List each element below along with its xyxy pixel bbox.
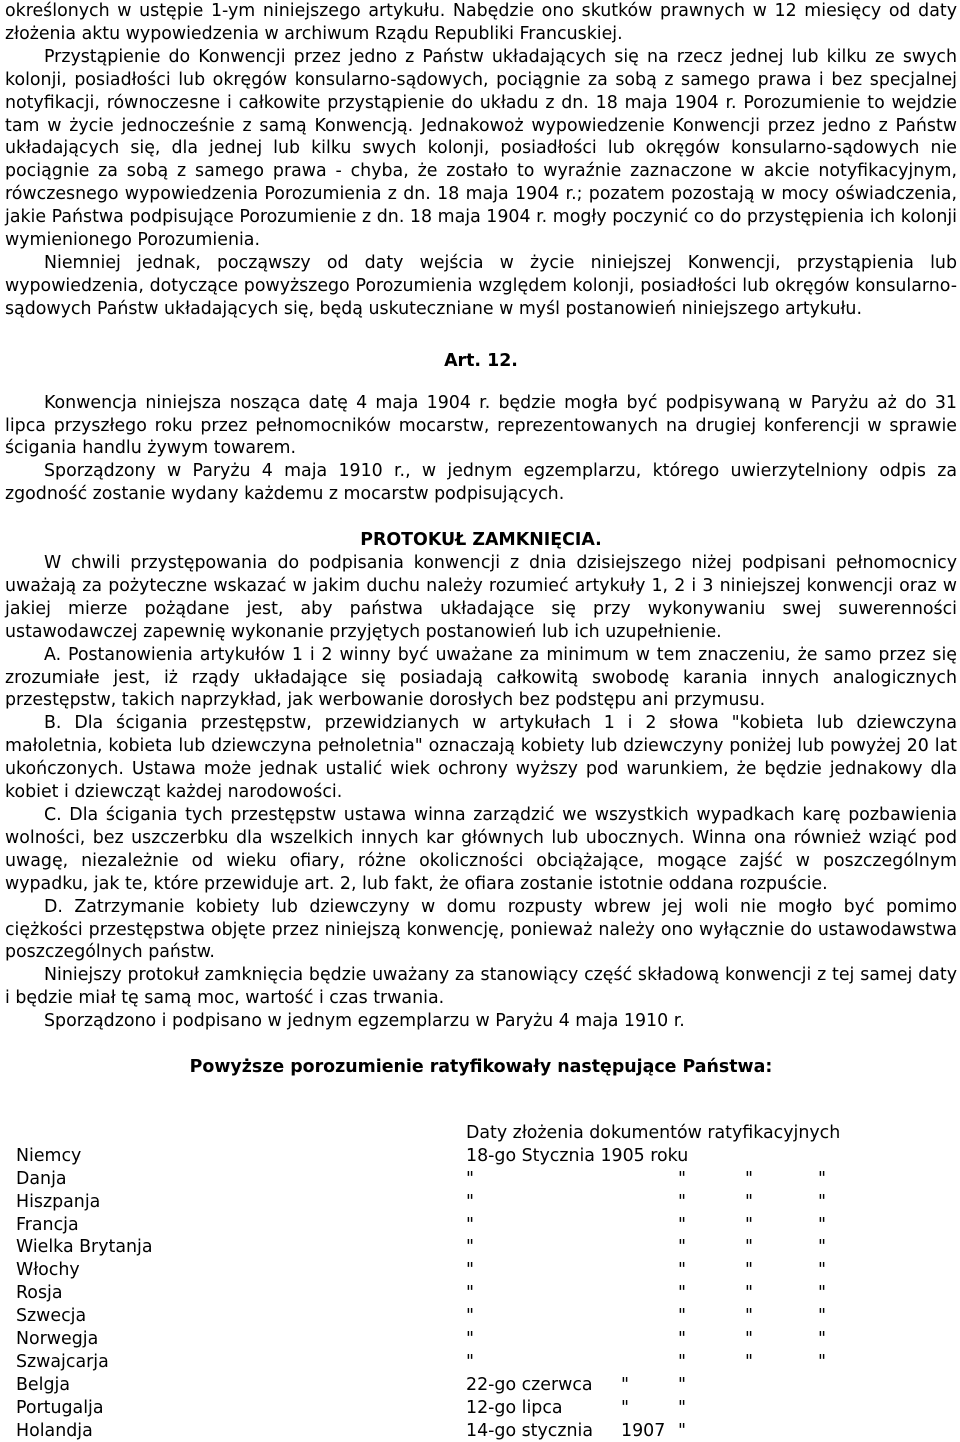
ditto-mark: "	[745, 1329, 753, 1350]
ratification-date: 18-go Stycznia 1905 roku	[466, 1145, 689, 1166]
ditto-mark: "	[466, 1329, 474, 1350]
paragraph-continuation: określonych w ustępie 1-ym niniejszego artykułu. Nabędzie ono skutków prawnych w 12 miesięcy od daty złożenia aktu wypowiedzenia w archiwum Rządu Republiki Francuskiej.	[5, 1, 957, 44]
ditto-mark: "	[466, 1168, 474, 1189]
country-name: Hiszpanja	[16, 1191, 101, 1212]
country-name: Rosja	[16, 1283, 63, 1304]
country-name: Danja	[16, 1168, 67, 1189]
table-row	[0, 1191, 960, 1214]
ditto-mark: "	[678, 1420, 686, 1441]
ditto-mark: "	[678, 1283, 686, 1304]
ditto-mark: "	[818, 1260, 826, 1281]
paragraph-point-c: C. Dla ścigania tych przestępstw ustawa winna zarządzić we wszystkich wypadkach karę pozbawienia wolności, bez uszczerbku dla wszelkich innych kar głównych lub ubocznych. Winna ona również wziąć pod uwagę, niezależnie od wieku ofiary, różne okoliczności obciążające, mogące zajść w poszczególnym wypadku, jak te, które przewiduje art. 2, lub fakt, że ofiara zostanie istotnie oddana rozpuście.	[5, 805, 957, 894]
paragraph-signing: Konwencja niniejsza nosząca datę 4 maja 1904 r. będzie mogła być podpisywaną w Paryżu aż do 31 lipca przyszłego roku przez pełnomocników mocarstw, reprezentowanych na drugiej konferencji w sprawie ścigania handlu żywym towarem.	[5, 392, 957, 459]
ditto-mark: "	[678, 1306, 686, 1327]
ditto-mark: "	[745, 1306, 753, 1327]
table-row	[0, 1145, 960, 1168]
country-name: Wielka Brytanja	[16, 1237, 153, 1258]
table-row	[0, 1236, 960, 1259]
ditto-mark: "	[678, 1374, 686, 1395]
ditto-mark: "	[678, 1329, 686, 1350]
closing-protocol-heading: PROTOKUŁ ZAMKNIĘCIA.	[360, 530, 602, 551]
ditto-mark: "	[745, 1283, 753, 1304]
country-name: Norwegja	[16, 1329, 99, 1350]
table-row	[0, 1305, 960, 1328]
table-row	[0, 1351, 960, 1374]
ditto-mark: "	[466, 1283, 474, 1304]
ditto-mark: "	[678, 1168, 686, 1189]
ditto-mark: "	[745, 1191, 753, 1212]
ditto-mark: "	[466, 1260, 474, 1281]
paragraph-signed: Sporządzono i podpisano w jednym egzemplarzu w Paryżu 4 maja 1910 r.	[44, 1011, 685, 1032]
ditto-mark: "	[818, 1191, 826, 1212]
paragraph-drawn-up: Sporządzony w Paryżu 4 maja 1910 r., w jednym egzemplarzu, którego uwierzytelniony odpis za zgodność zostanie wydany każdemu z mocarstw podpisujących.	[5, 461, 957, 505]
ditto-mark: "	[621, 1397, 629, 1418]
ditto-mark: "	[818, 1283, 826, 1304]
ditto-mark: "	[745, 1351, 753, 1372]
country-name: Francja	[16, 1214, 79, 1235]
country-name: Niemcy	[16, 1145, 82, 1166]
ditto-mark: "	[621, 1374, 629, 1395]
country-name: Portugalja	[16, 1397, 104, 1418]
ratification-date: 22-go czerwca	[466, 1374, 593, 1395]
ditto-mark: "	[818, 1329, 826, 1350]
ratification-year: 1907	[621, 1420, 666, 1441]
ditto-mark: "	[818, 1351, 826, 1372]
country-name: Szwecja	[16, 1306, 87, 1327]
ditto-mark: "	[466, 1237, 474, 1258]
ditto-mark: "	[818, 1237, 826, 1258]
ditto-mark: "	[745, 1168, 753, 1189]
ditto-mark: "	[678, 1351, 686, 1372]
ditto-mark: "	[678, 1260, 686, 1281]
paragraph-nevertheless: Niemniej jednak, począwszy od daty wejścia w życie niniejszej Konwencji, przystąpienia lub wypowiedzenia, dotyczące powyższego Porozumienia względem kolonji, posiadłości lub okręgów konsularno-sądowych Państw układających się, będą uskuteczniane w myśl postanowień niniejszego artykułu.	[5, 252, 957, 319]
country-name: Holandja	[16, 1420, 93, 1441]
country-name: Włochy	[16, 1260, 80, 1281]
table-row	[0, 1168, 960, 1191]
ditto-mark: "	[745, 1260, 753, 1281]
paragraph-protocol-status: Niniejszy protokuł zamknięcia będzie uważany za stanowiący część składową konwencji z tej samej daty i będzie miał tę samą moc, wartość i czas trwania.	[5, 965, 957, 1009]
ditto-mark: "	[678, 1214, 686, 1235]
ditto-mark: "	[678, 1191, 686, 1212]
ditto-mark: "	[466, 1351, 474, 1372]
ratification-heading: Powyższe porozumienie ratyfikowały następujące Państwa:	[189, 1057, 773, 1078]
ditto-mark: "	[678, 1237, 686, 1258]
ditto-mark: "	[818, 1306, 826, 1327]
country-name: Szwajcarja	[16, 1351, 109, 1372]
table-row	[0, 1282, 960, 1305]
paragraph-point-d: D. Zatrzymanie kobiety lub dziewczyny w domu rozpusty wbrew jej woli nie mogło być pomimo ciężkości przestępstwa objęte przez niniejszą konwencję, ponieważ należy ono wyłącznie do ustawodawstwa poszczególnych państw.	[5, 896, 957, 963]
table-row	[0, 1214, 960, 1237]
ratification-table	[0, 1122, 960, 1442]
ditto-mark: "	[466, 1306, 474, 1327]
paragraph-point-b: B. Dla ścigania przestępstw, przewidzianych w artykułach 1 i 2 słowa "kobieta lub dziewczyna małoletnia, kobieta lub dziewczyna pełnoletnia" oznaczają kobiety lub dziewczyny poniżej lub powyżej 20 lat ukończonych. Ustawa może jednak ustalić wiek ochrony wyższy pod warunkiem, że będzie jednakowy dla kobiet i dziewcząt każdej narodowości.	[5, 713, 957, 803]
ditto-mark: "	[466, 1214, 474, 1235]
ratification-date: 14-go stycznia	[466, 1420, 593, 1441]
table-row	[0, 1397, 960, 1420]
column-header-dates: Daty złożenia dokumentów ratyfikacyjnych	[466, 1123, 841, 1143]
table-row	[0, 1420, 960, 1442]
ditto-mark: "	[466, 1191, 474, 1212]
paragraph-point-a: A. Postanowienia artykułów 1 i 2 winny być uważane za minimum w tem znaczeniu, że samo przez się zrozumiałe jest, iż rządy układające się posiadają całkowitą swobodę karania innych analogicznych przestępstw, takich naprzykład, jak werbowanie dorosłych bez podstępu ani przymusu.	[5, 644, 957, 711]
document-body	[5, 0, 957, 1079]
table-row	[0, 1259, 960, 1282]
ditto-mark: "	[818, 1168, 826, 1189]
article-12-heading: Art. 12.	[444, 350, 518, 371]
ratification-date: 12-go lipca	[466, 1397, 563, 1418]
country-name: Belgja	[16, 1374, 70, 1395]
paragraph-protocol-intro: W chwili przystępowania do podpisania konwencji z dnia dzisiejszego niżej podpisani pełnomocnicy uważają za pożyteczne wskazać w jakim duchu należy rozumieć artykuły 1, 2 i 3 niniejszej konwencji oraz w jakiej mierze pożądane jest, aby państwa układające się przy wykonywaniu swej suwerenności ustawodawczej zapewnię wykonanie przyjętych postanowień lub ich uzupełnienie.	[5, 553, 957, 642]
ratification-table-header	[0, 1122, 960, 1145]
paragraph-accession: Przystąpienie do Konwencji przez jedno z Państw układających się na rzecz jednej lub kilku ze swych kolonji, posiadłości lub okręgów konsularno-sądowych, pociągnie za sobą z samego prawa i bez specjalnej notyfikacji, równoczesne i całkowite przystąpienie do układu z dn. 18 maja 1904 r. Porozumienie to wejdzie tam w życie jednocześnie z samą Konwencją. Jednakowoż wypowiedzenie Konwencji przez jedno z Państw układających się, dla jednej lub kilku swych kolonji, posiadłości lub okręgów konsularno-sądowych nie pociągnie za sobą z samego prawa - chyba, że zostało to wyraźnie zaznaczone w akcie notyfikacyjnym, rówczesnego wypowiedzenia Porozumienia z dn. 18 maja 1904 r.; pozatem pozostają w mocy oświadczenia, jakie Państwa podpisujące Porozumienie z dn. 18 maja 1904 r. mogły poczynić co do przystępienia ich kolonji wymienionego Porozumienia.	[5, 46, 957, 251]
table-row	[0, 1328, 960, 1351]
ditto-mark: "	[745, 1237, 753, 1258]
ditto-mark: "	[678, 1397, 686, 1418]
ditto-mark: "	[818, 1214, 826, 1235]
ditto-mark: "	[745, 1214, 753, 1235]
table-row	[0, 1374, 960, 1397]
